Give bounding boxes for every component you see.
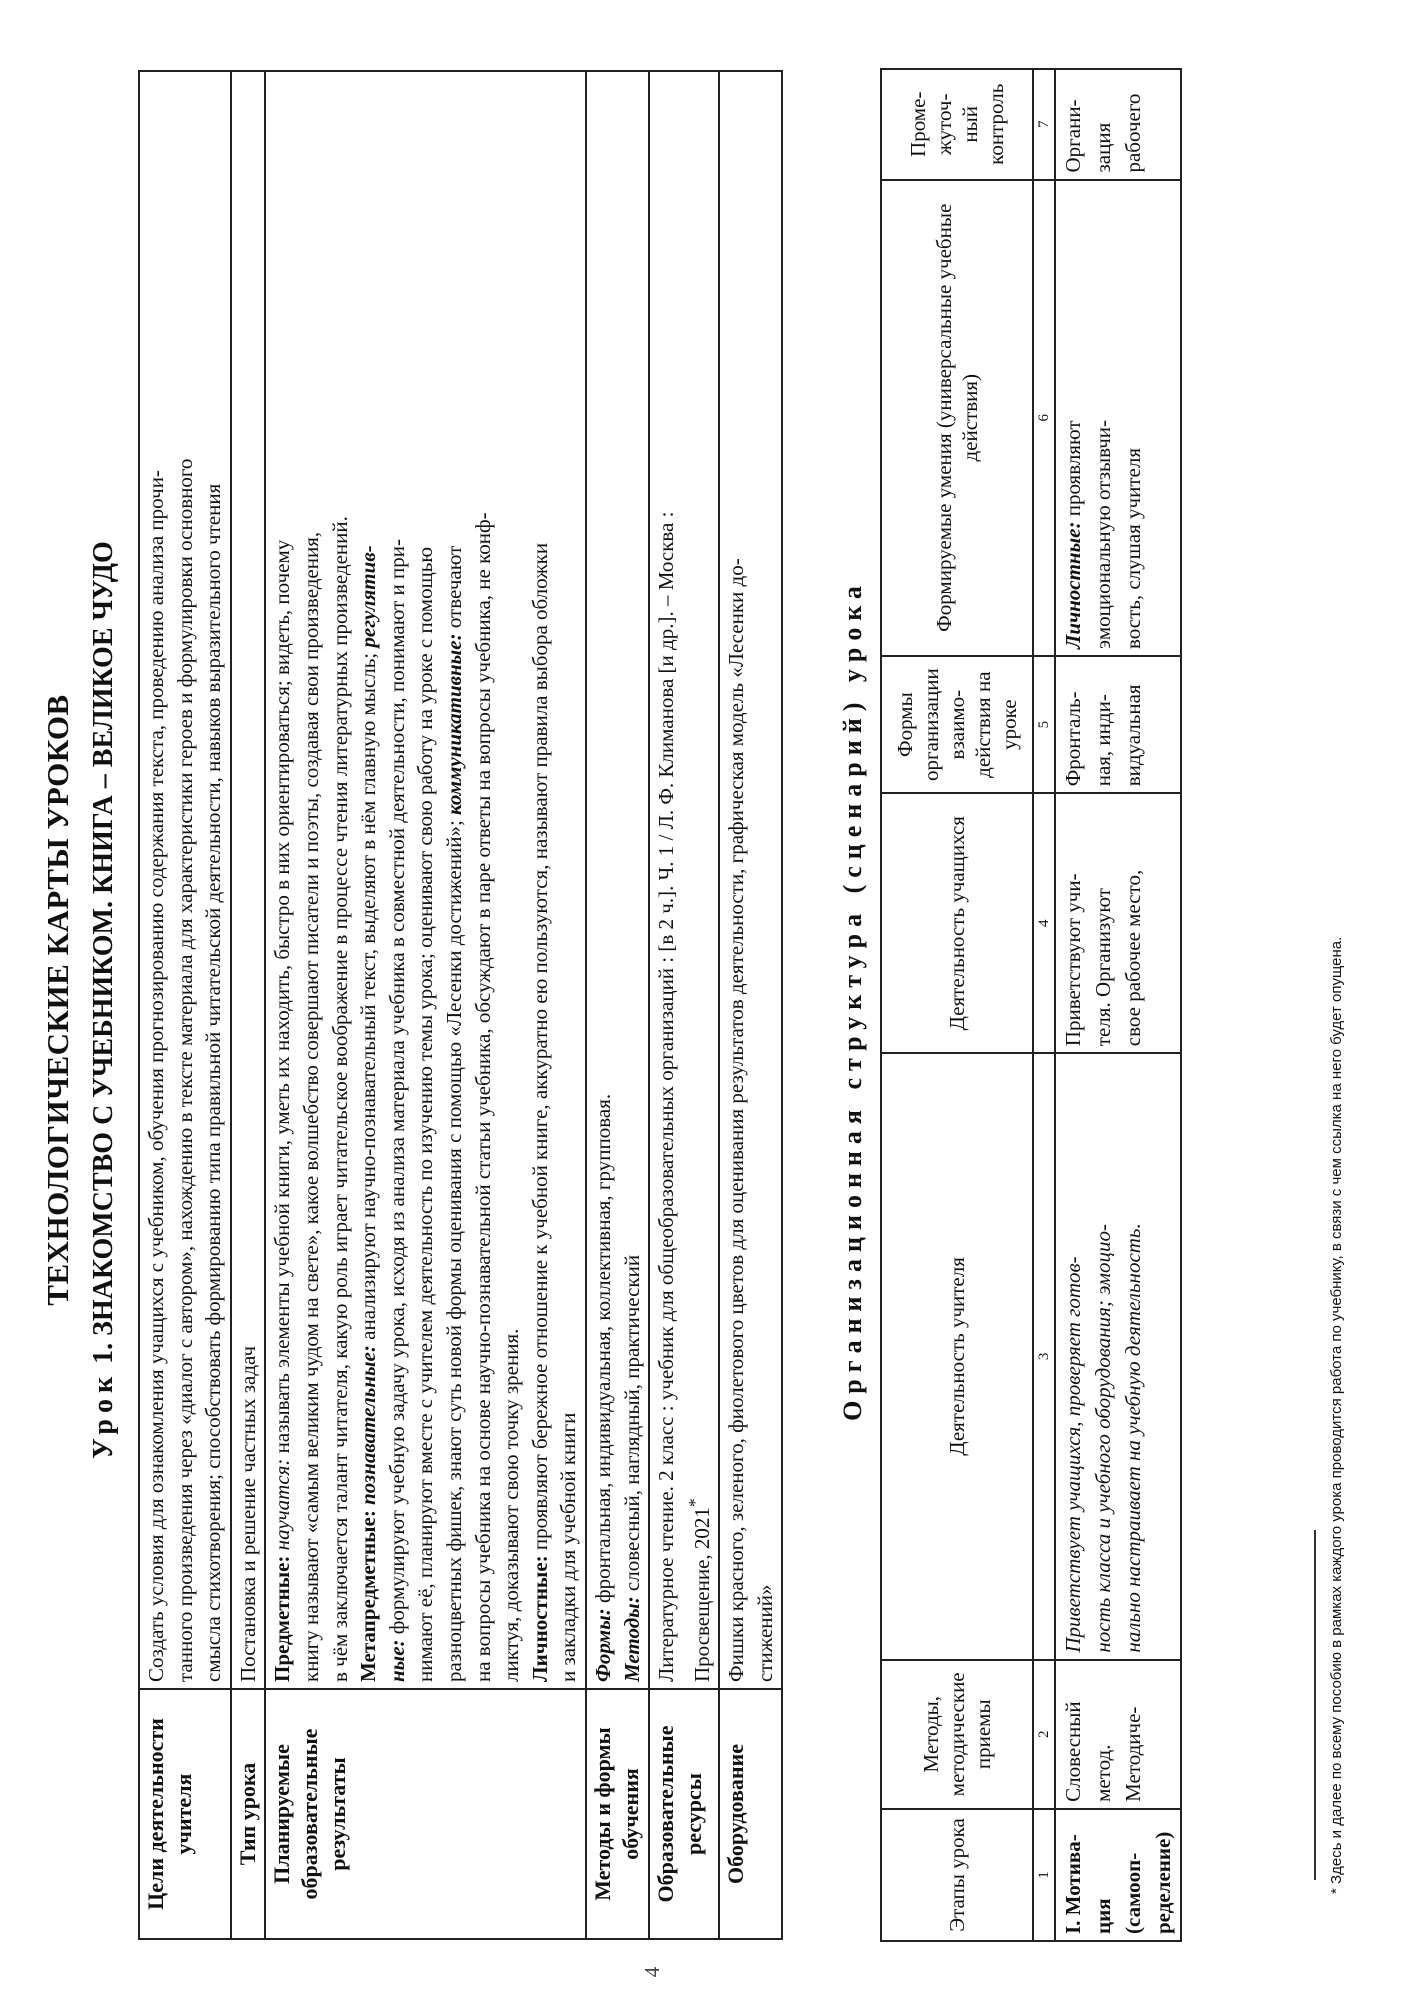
equipment-line-2: стижений» xyxy=(752,1584,777,1682)
lesson-title xyxy=(88,0,120,2000)
method-line: Методиче- xyxy=(1121,1706,1145,1802)
resources-row xyxy=(649,71,719,1939)
column-number: 5 xyxy=(1033,656,1055,793)
page-number: 4 xyxy=(640,1966,664,1978)
footnote-marker: * xyxy=(684,1498,705,1508)
forms-label: Формы: xyxy=(590,1608,615,1682)
meta-label: Метапредметные: xyxy=(356,1510,381,1682)
stage-line: ция (самооп- xyxy=(1091,1852,1145,1934)
type-row xyxy=(231,71,266,1939)
column-number: 3 xyxy=(1033,1053,1055,1659)
goals-line: смысла стихотворения; способствовать формированию типа правильной читательской деятельности, навыков выразительного чтения xyxy=(201,483,226,1682)
lesson-overview-table xyxy=(138,70,783,1940)
cognitive-label: познавательные: xyxy=(356,1345,381,1505)
header-stage: Этапы урока xyxy=(881,1809,1033,1941)
resources-value xyxy=(649,71,719,1689)
type-value: Постановка и решение частных задач xyxy=(231,71,266,1689)
personal-label: Личностные: xyxy=(527,1555,552,1682)
forms-cell-line: видуальная xyxy=(1121,684,1145,787)
meta-line-3: нимают её, планируют вместе с учителем деятельность по изучению темы урока; оценивают свою работу на уроке с помощью xyxy=(413,546,438,1682)
meta-line-1 xyxy=(354,78,383,1682)
header-methods: Методы, методические приемы xyxy=(881,1660,1033,1809)
results-label: Планируемые образовательные результаты xyxy=(265,1689,586,1939)
goals-value xyxy=(139,71,231,1689)
equipment-line-1: Фишки красного, зеленого, фиолетового цветов для оценивания результатов деятельности, графическая модель «Лесенки до- xyxy=(724,558,749,1682)
resources-line-1: Литературное чтение. 2 класс : учебник для общеобразовательных организаций : [в 2 ч.]. Ч. 1 / Л. Ф. Климанова [и др.]. – Москва : xyxy=(654,511,679,1682)
regulative-text: формулируют учебную задачу урока, исходя из анализа материала учебника в совместной деятельности, понимают и при- xyxy=(384,539,409,1635)
column-number: 4 xyxy=(1033,793,1055,1053)
subject-line-3: в чём заключается талант читателя, какую роль играет читательское воображение в процессе чтения литературных произведений. xyxy=(327,516,352,1682)
teacher-line: ность класса и учебного оборудования; эмоцио- xyxy=(1091,1224,1115,1653)
forms-cell-line: Фронталь- xyxy=(1061,691,1085,787)
header-skills: Формируемые умения (универсальные учебные действия) xyxy=(881,180,1033,657)
students-line: свое рабочее место, xyxy=(1121,869,1145,1047)
header-control: Проме-жуточ-ный контроль xyxy=(881,69,1033,180)
equipment-row xyxy=(719,71,782,1939)
resources-label: Образовательные ресурсы xyxy=(649,1689,719,1939)
skills-text: проявляют xyxy=(1061,420,1085,517)
results-row xyxy=(265,71,586,1939)
method-line: метод. xyxy=(1091,1744,1115,1802)
goals-line: танного произведения через «диалог с автором», нахождению в тексте материала для характеристики героев и формулировки основного xyxy=(172,458,197,1682)
communicative-text: отвечают xyxy=(441,545,466,629)
personal-line-2: и закладки для учебной книги xyxy=(556,1412,581,1682)
regulative-label-end: ные: xyxy=(384,1639,409,1682)
subject-line-1 xyxy=(268,78,297,1682)
personal-line-1 xyxy=(526,78,555,1682)
control-line: рабочего xyxy=(1121,93,1145,173)
regulative-text-end: разноцветных фишек, знают суть новой формы оценивания с помощью «Лесенки достижений»; xyxy=(441,820,466,1682)
teacher-cell xyxy=(1055,1053,1181,1659)
skills-line-1 xyxy=(1058,187,1088,650)
column-number: 1 xyxy=(1033,1809,1055,1941)
column-number: 6 xyxy=(1033,180,1055,657)
forms-cell-line: ная, инди- xyxy=(1091,694,1115,787)
meta-line-5: на вопросы учебника на основе научно-познавательной статьи учебника, обсуждают в паре ответы на вопросы учебника, не конф- xyxy=(470,512,495,1682)
goals-line: Создать условия для ознакомления учащихся с учебником, обучения прогнозированию содержания текста, проведению анализа прочи- xyxy=(144,470,168,1682)
skills-label: Личностные: xyxy=(1061,521,1085,650)
methods-value xyxy=(586,71,649,1689)
control-cell xyxy=(1055,69,1181,180)
communicative-label: коммуникативные: xyxy=(441,633,466,815)
type-label: Тип урока xyxy=(231,1689,266,1939)
header-teacher: Деятельность учителя xyxy=(881,1053,1033,1659)
students-line: теля. Организуют xyxy=(1091,888,1115,1047)
forms-cell xyxy=(1055,656,1181,793)
method-line: Словесный xyxy=(1061,1701,1085,1802)
org-header-row xyxy=(881,69,1033,1941)
forms-text: фронтальная, индивидуальная, коллективная, групповая. xyxy=(590,1093,615,1603)
stage-line: I. Мотива- xyxy=(1061,1834,1085,1934)
students-line: Приветствуют учи- xyxy=(1061,873,1085,1047)
equipment-label: Оборудование xyxy=(719,1689,782,1939)
students-cell xyxy=(1055,793,1181,1053)
skills-line: вость, слушая учителя xyxy=(1121,448,1145,650)
personal-text: проявляют бережное отношение к учебной книге, аккуратно ею пользуются, называют правила выбора обложки xyxy=(527,542,552,1551)
goals-row xyxy=(139,71,231,1939)
org-structure-title: Организационная структура (сценарий) урока xyxy=(838,579,867,1421)
methods-label: Методы и формы обучения xyxy=(586,1689,649,1939)
teacher-line: нально настраивает на учебную деятельность. xyxy=(1121,1223,1145,1653)
methods-line xyxy=(618,78,647,1682)
regulative-label: регулятив- xyxy=(356,545,381,648)
goals-label: Цели деятельности учителя xyxy=(139,1689,231,1939)
lesson-number-title: 1. ЗНАКОМСТВО С УЧЕБНИКОМ. КНИГА – ВЕЛИКОЕ ЧУДО xyxy=(88,541,119,1364)
equipment-value xyxy=(719,71,782,1689)
footnote: * Здесь и далее по всему пособию в рамках каждого урока проводится работа по учебнику, в связи с чем ссылка на него будет опущена. xyxy=(1328,936,1345,1894)
subject-line-2: книгу называют «самым великим чудом на свете», какое волшебство совершают писатели и поэты, создавая свои произведения, xyxy=(298,531,323,1682)
subject-text: называть элементы учебной книги, уметь их находить, быстро в них ориентироваться; видеть, почему xyxy=(270,539,295,1454)
header-forms: Формы организации взаимо-действия на уроке xyxy=(881,656,1033,793)
forms-line xyxy=(589,78,618,1682)
org-structure-table xyxy=(880,68,1182,1942)
control-line: зация xyxy=(1091,122,1115,173)
column-number: 2 xyxy=(1033,1660,1055,1809)
results-value xyxy=(265,71,586,1689)
stage-line: ределение) xyxy=(1151,1831,1175,1934)
column-number: 7 xyxy=(1033,69,1055,180)
methods-text: словесный, наглядный, практический xyxy=(619,1254,644,1592)
resources-line-2 xyxy=(681,78,717,1682)
meta-line-4 xyxy=(440,78,469,1682)
stage-row-motivation xyxy=(1055,69,1181,1941)
control-line: Органи- xyxy=(1061,99,1085,173)
main-title: ТЕХНОЛОГИЧЕСКИЕ КАРТЫ УРОКОВ xyxy=(40,694,75,1306)
methods-sub-label: Методы: xyxy=(619,1596,644,1682)
subject-label: Предметные: xyxy=(270,1555,295,1682)
teacher-line: Приветствует учащихся, проверяет готов- xyxy=(1061,1256,1085,1653)
column-number-row xyxy=(1033,69,1055,1941)
resources-text: Просвещение, 2021 xyxy=(689,1507,714,1682)
subject-italic: научатся: xyxy=(270,1458,295,1551)
meta-line-6: ликтуя, доказывают свою точку зрения. xyxy=(499,1328,524,1682)
stage-cell xyxy=(1055,1809,1181,1941)
skills-cell xyxy=(1055,180,1181,657)
header-students: Деятельность учащихся xyxy=(881,793,1033,1053)
skills-line: эмоциональную отзывчи- xyxy=(1091,419,1115,650)
lesson-prefix: Урок xyxy=(88,1370,119,1459)
methods-row xyxy=(586,71,649,1939)
cognitive-text: анализируют научно-познавательный текст, выделяют в нём главную мысль; xyxy=(356,652,381,1340)
footnote-separator xyxy=(1314,1530,1316,1880)
method-cell xyxy=(1055,1660,1181,1809)
meta-line-2 xyxy=(383,78,412,1682)
